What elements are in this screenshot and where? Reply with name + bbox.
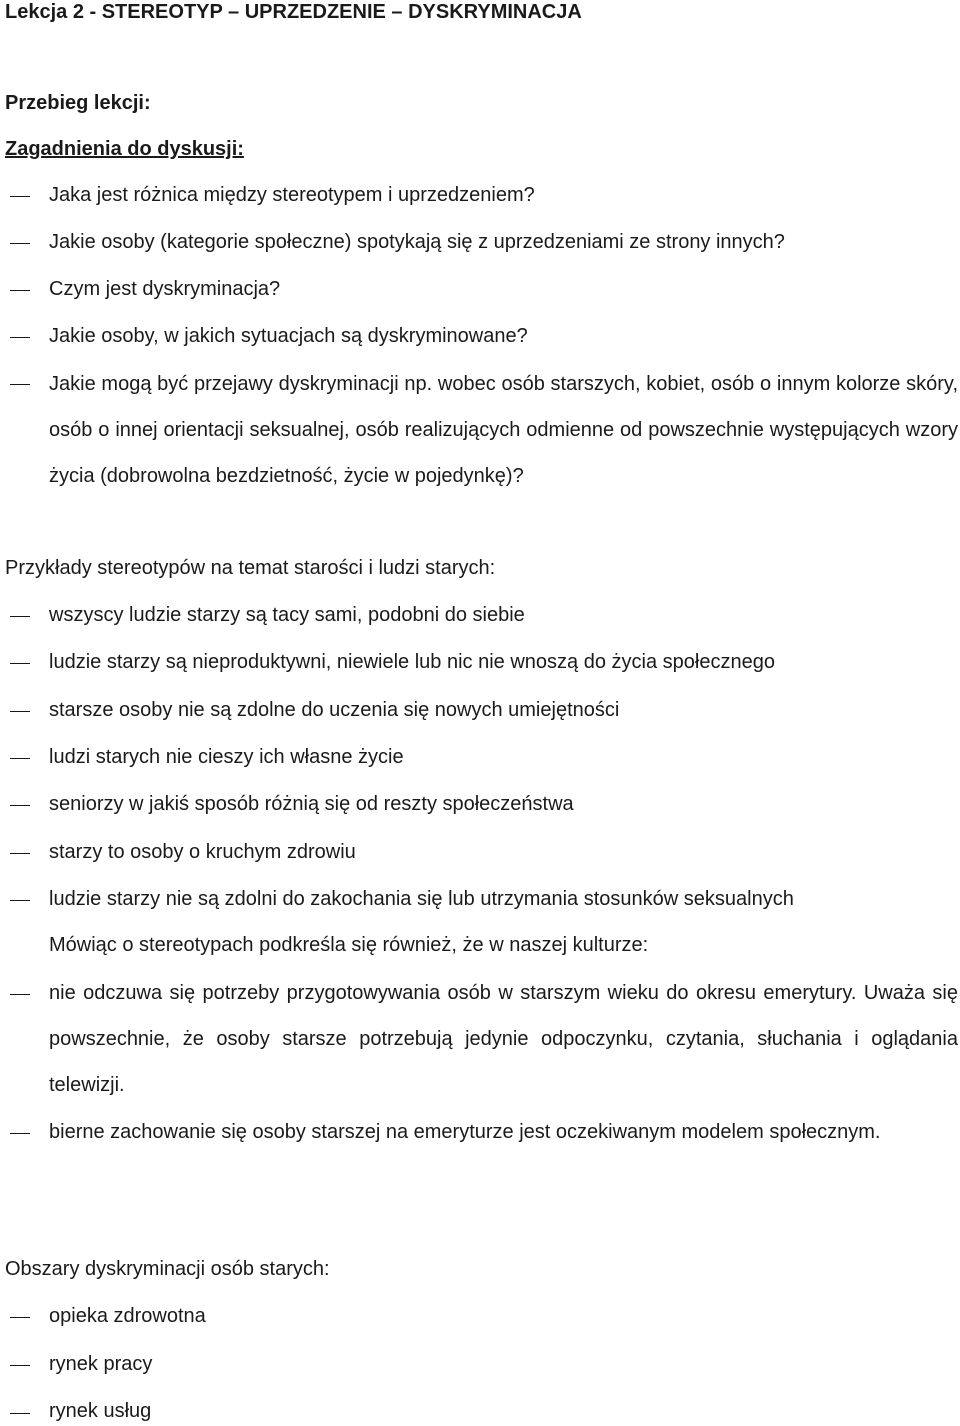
list-dash bbox=[10, 196, 30, 197]
list-dash bbox=[10, 758, 30, 759]
lesson-heading: Przebieg lekcji: bbox=[5, 92, 151, 114]
discussion-heading: Zagadnienia do dyskusji: bbox=[5, 138, 244, 160]
stereotype-item: starsze osoby nie są zdolne do uczenia się nowych umiejętności bbox=[49, 699, 620, 721]
areas-heading: Obszary dyskryminacji osób starych: bbox=[5, 1258, 330, 1280]
area-item: rynek pracy bbox=[49, 1353, 153, 1375]
list-dash bbox=[10, 290, 30, 291]
list-dash bbox=[10, 994, 30, 995]
discussion-item: Czym jest dyskryminacja? bbox=[49, 278, 281, 300]
stereotype-item: ludzie starzy nie są zdolni do zakochania się lub utrzymania stosunków seksualnych bbox=[49, 888, 794, 910]
list-dash bbox=[10, 853, 30, 854]
discussion-item: Jakie mogą być przejawy dyskryminacji np. wobec osób starszych, kobiet, osób o innym kolorze skóry, osób o innej orientacji seksualnej, osób realizujących odmienne od powszechnie występujących wzory życia (dobrowolna bezdzietność, życie w pojedynkę)? bbox=[49, 373, 958, 487]
culture-item: bierne zachowanie się osoby starszej na emeryturze jest oczekiwanym modelem społecznym. bbox=[49, 1121, 881, 1143]
list-dash bbox=[10, 900, 30, 901]
culture-intro: Mówiąc o stereotypach podkreśla się również, że w naszej kulturze: bbox=[49, 934, 649, 956]
culture-item: nie odczuwa się potrzeby przygotowywania osób w starszym wieku do okresu emerytury. Uważa się powszechnie, że osoby starsze potrzebują jedynie odpoczynku, czytania, słuchania i oglądania telewizji. bbox=[49, 982, 958, 1096]
area-item: rynek usług bbox=[49, 1400, 152, 1422]
list-dash bbox=[10, 616, 30, 617]
stereotype-item: ludzi starych nie cieszy ich własne życie bbox=[49, 746, 404, 768]
stereotype-item: starzy to osoby o kruchym zdrowiu bbox=[49, 841, 356, 863]
list-dash bbox=[10, 243, 30, 244]
stereotype-item: ludzie starzy są nieproduktywni, niewiele lub nic nie wnoszą do życia społecznego bbox=[49, 651, 775, 673]
list-dash bbox=[10, 384, 30, 385]
area-item: opieka zdrowotna bbox=[49, 1305, 206, 1327]
stereotype-item: wszyscy ludzie starzy są tacy sami, podobni do siebie bbox=[49, 604, 525, 626]
document-title: Lekcja 2 - STEREOTYP – UPRZEDZENIE – DYSKRYMINACJA bbox=[5, 1, 582, 23]
list-dash bbox=[10, 1365, 30, 1366]
stereotype-item: seniorzy w jakiś sposób różnią się od reszty społeczeństwa bbox=[49, 793, 574, 815]
list-dash bbox=[10, 337, 30, 338]
discussion-item: Jakie osoby, w jakich sytuacjach są dyskryminowane? bbox=[49, 325, 528, 347]
discussion-item: Jakie osoby (kategorie społeczne) spotykają się z uprzedzeniami ze strony innych? bbox=[49, 231, 785, 253]
list-dash bbox=[10, 711, 30, 712]
discussion-item: Jaka jest różnica między stereotypem i uprzedzeniem? bbox=[49, 184, 535, 206]
list-dash bbox=[10, 1317, 30, 1318]
list-dash bbox=[10, 1413, 30, 1414]
list-dash bbox=[10, 663, 30, 664]
list-dash bbox=[10, 805, 30, 806]
list-dash bbox=[10, 1133, 30, 1134]
stereotypes-heading: Przykłady stereotypów na temat starości i ludzi starych: bbox=[5, 557, 496, 579]
